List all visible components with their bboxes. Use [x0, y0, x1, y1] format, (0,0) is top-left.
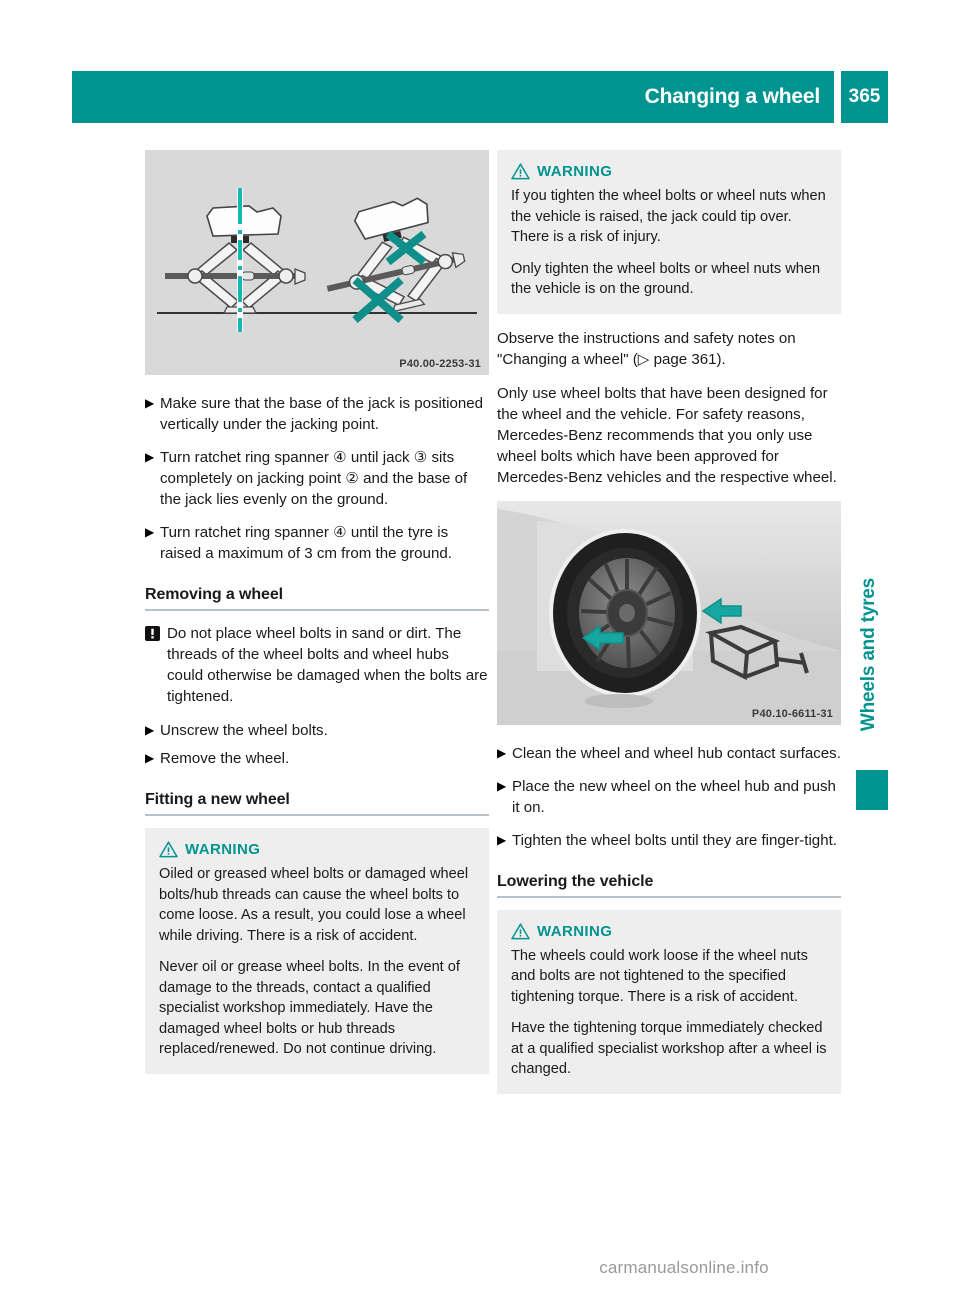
body-paragraph: Only use wheel bolts that have been designed for the wheel and the vehicle. For safety reasons, Mercedes-Benz recommends that you only use wheel bolts which have been approved for Mercedes-Benz vehicles and the respective wheel.	[497, 384, 837, 486]
warning-label: WARNING	[185, 841, 261, 858]
jack-diagram-icon	[145, 150, 489, 375]
step-bullet-icon: ▶	[145, 396, 155, 410]
step-bullet-icon: ▶	[497, 832, 507, 847]
step-text: Turn ratchet ring spanner ④ until jack ③ sits completely on jacking point ② and the base of the jack lies evenly on the ground.	[160, 449, 468, 508]
step-text: Clean the wheel and wheel hub contact surfaces.	[512, 744, 841, 762]
step-text: Remove the wheel.	[160, 750, 290, 767]
warning-triangle-icon	[511, 923, 537, 940]
instruction-step	[497, 830, 841, 851]
section-heading-lowering-the-vehicle: Lowering the vehicle	[497, 872, 654, 890]
warning-box	[497, 150, 841, 314]
instruction-step	[497, 776, 841, 818]
instruction-step	[145, 720, 489, 741]
notice-text: Do not place wheel bolts in sand or dirt. The threads of the wheel bolts and wheel hubs could otherwise be damaged when the bolts are tightened.	[167, 625, 488, 705]
figure-caption: P40.10-6611-31	[751, 707, 833, 720]
warning-header	[159, 841, 475, 858]
warning-paragraph: Have the tightening torque immediately checked at a qualified specialist workshop after a wheel is changed.	[511, 1020, 827, 1077]
warning-paragraph: Oiled or greased wheel bolts or damaged wheel bolts/hub threads can cause the wheel bolts to come loose. As a result, you could lose a wheel while driving. There is a risk of accident.	[159, 866, 469, 944]
footer-watermark	[0, 1258, 960, 1278]
instruction-step	[145, 447, 489, 510]
step-bullet-icon: ▶	[497, 778, 507, 793]
warning-label: WARNING	[537, 922, 613, 940]
instruction-step	[145, 393, 489, 435]
warning-label: WARNING	[537, 163, 613, 180]
figure-caption: P40.00-2253-31	[399, 358, 481, 370]
step-bullet-icon: ▶	[497, 745, 507, 760]
removing-steps-list	[145, 720, 489, 769]
instruction-step	[145, 522, 489, 564]
wheel-photo-icon	[497, 501, 841, 725]
step-bullet-icon: ▶	[145, 751, 155, 765]
page-number: 365	[841, 71, 888, 123]
heading-divider	[497, 896, 841, 898]
warning-triangle-icon	[511, 163, 537, 180]
step-bullet-icon: ▶	[145, 723, 155, 737]
step-text: Place the new wheel on the wheel hub and push it on.	[512, 777, 836, 816]
warning-triangle-icon	[159, 841, 185, 858]
warning-paragraph: The wheels could work loose if the wheel nuts and bolts are not tightened to the specified tightening torque. There is a risk of accident.	[511, 947, 808, 1005]
instruction-step	[497, 743, 841, 764]
section-heading-removing-a-wheel: Removing a wheel	[145, 586, 283, 603]
step-text: Make sure that the base of the jack is positioned vertically under the jacking point.	[160, 395, 484, 433]
warning-header	[511, 163, 827, 180]
header-title-bar	[72, 71, 834, 123]
step-text: Turn ratchet ring spanner ④ until the tyre is raised a maximum of 3 cm from the ground.	[160, 524, 452, 562]
step-text: Unscrew the wheel bolts.	[160, 722, 328, 739]
warning-paragraph: If you tighten the wheel bolts or wheel nuts when the vehicle is raised, the jack could tip over. There is a risk of injury.	[511, 188, 826, 245]
side-tab-label: Wheels and tyres	[858, 578, 879, 732]
warning-box	[497, 910, 841, 1094]
body-paragraph: Observe the instructions and safety notes on "Changing a wheel" (▷ page 361).	[497, 329, 796, 368]
warning-box	[145, 828, 489, 1074]
warning-paragraph: Never oil or grease wheel bolts. In the event of damage to the threads, contact a qualified specialist workshop immediately. Have the damaged wheel bolts or hub threads replaced/renewed. Do not continue driving.	[159, 959, 460, 1057]
step-bullet-icon: ▶	[145, 525, 155, 539]
left-column	[145, 150, 489, 1088]
notice-exclamation-icon	[145, 623, 167, 707]
page-title: Changing a wheel	[644, 85, 820, 108]
page-header	[72, 71, 888, 123]
step-text: Tighten the wheel bolts until they are finger-tight.	[512, 831, 837, 849]
right-column	[497, 150, 841, 1108]
section-heading-fitting-a-new-wheel: Fitting a new wheel	[145, 791, 290, 808]
heading-divider	[145, 814, 489, 816]
side-tab-chapter	[852, 540, 886, 770]
step-bullet-icon: ▶	[145, 450, 155, 464]
heading-divider	[145, 609, 489, 611]
instruction-step	[145, 748, 489, 769]
watermark-text: carmanualsonline.info	[599, 1258, 769, 1277]
jack-positioning-figure	[145, 150, 489, 375]
wheel-fitting-figure	[497, 501, 841, 725]
warning-header	[511, 923, 827, 940]
notice-block	[145, 623, 489, 707]
warning-paragraph: Only tighten the wheel bolts or wheel nuts when the vehicle is on the ground.	[511, 260, 821, 297]
side-tab-marker	[856, 770, 888, 810]
